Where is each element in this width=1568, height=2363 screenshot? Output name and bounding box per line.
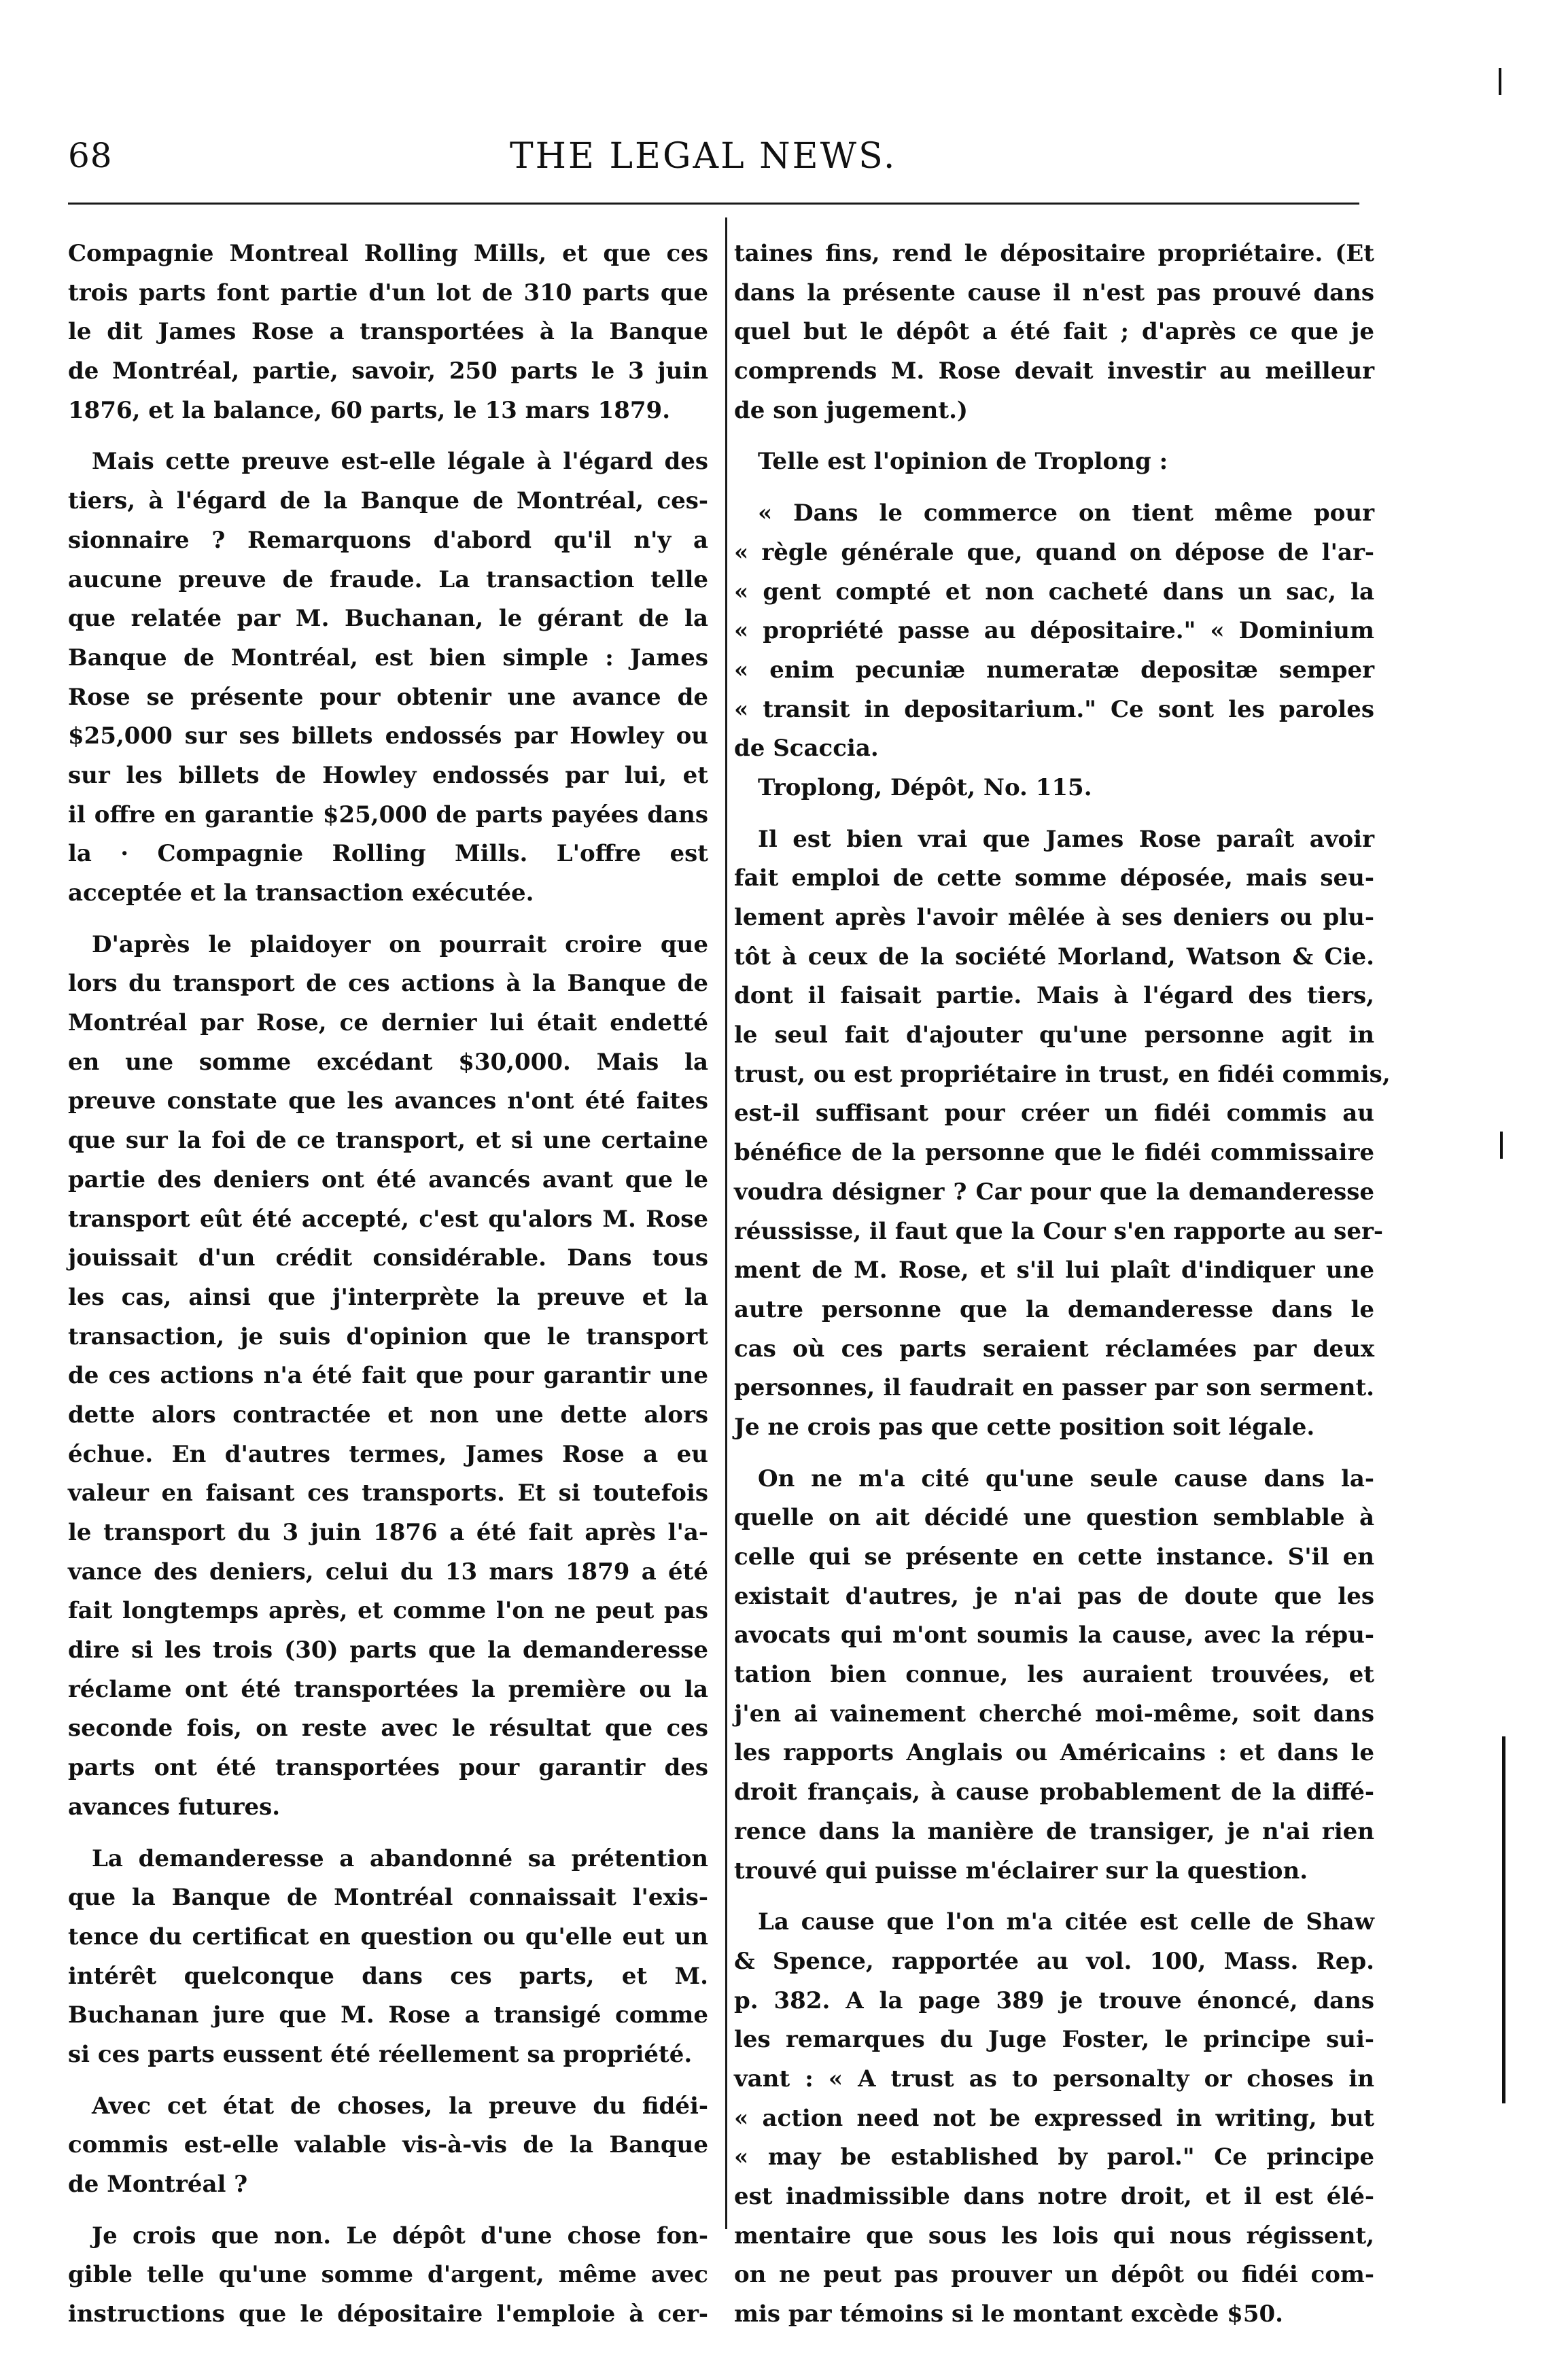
text-line: partie des deniers ont été avancés avant que le [68, 1166, 708, 1193]
text-line: lors du transport de ces actions à la Banque de [68, 970, 708, 998]
text-line: ment de M. Rose, et s'il lui plaît d'indiquer une [734, 1257, 1374, 1284]
text-line: sionnaire ? Remarquons d'abord qu'il n'y a [68, 526, 708, 554]
text-line: tôt à ceux de la société Morland, Watson & Cie. [734, 943, 1374, 970]
text-line: « Dans le commerce on tient même pour [758, 500, 1374, 527]
text-line: vance des deniers, celui du 13 mars 1879 a été [68, 1558, 708, 1586]
text-line: j'en ai vainement cherché moi-même, soit dans [734, 1700, 1374, 1728]
text-line: La demanderesse a abandonné sa prétention [92, 1844, 708, 1872]
text-line: 1876, et la balance, 60 parts, le 13 mars 1879. [68, 396, 671, 424]
text-line: acceptée et la transaction exécutée. [68, 879, 534, 907]
text-line: dire si les trois (30) parts que la demanderesse [68, 1636, 708, 1664]
text-line: D'après le plaidoyer on pourrait croire que [92, 930, 708, 958]
text-line: Compagnie Montreal Rolling Mills, et que ces [68, 240, 708, 267]
text-line: en une somme excédant $30,000. Mais la [68, 1048, 708, 1076]
text-line: trois parts font partie d'un lot de 310 parts que [68, 279, 708, 307]
text-line: fait emploi de cette somme déposée, mais seu- [734, 864, 1374, 892]
text-line: les remarques du Juge Foster, le principe sui- [734, 2026, 1374, 2054]
text-line: intérêt quelconque dans ces parts, et M. [68, 1962, 708, 1990]
text-line: le dit James Rose a transportées à la Banque [68, 318, 708, 346]
text-line: transport eût été accepté, c'est qu'alors M. Rose [68, 1205, 708, 1233]
text-line: Buchanan jure que M. Rose a transigé comme [68, 2001, 708, 2029]
text-line: quelle on ait décidé une question semblable à [734, 1504, 1374, 1532]
margin-mark [1499, 68, 1501, 95]
paragraph-gap [68, 913, 708, 926]
text-line: Mais cette preuve est-elle légale à l'égard des [92, 448, 708, 476]
text-line: la · Compagnie Rolling Mills. L'offre est [68, 840, 708, 868]
text-line: Montréal par Rose, ce dernier lui était endetté [68, 1009, 708, 1037]
text-line: il offre en garantie $25,000 de parts payées dans [68, 801, 708, 828]
text-line: dette alors contractée et non une dette alors [68, 1401, 708, 1429]
text-line: que la Banque de Montréal connaissait l'exis- [68, 1884, 708, 1912]
text-line: les cas, ainsi que j'interprète la preuve et la [68, 1283, 708, 1311]
text-line: « action need not be expressed in writing, but [734, 2104, 1374, 2132]
text-line: dans la présente cause il n'est pas prouvé dans [734, 279, 1374, 307]
text-line: trouvé qui puisse m'éclairer sur la question. [734, 1857, 1308, 1885]
text-line: le transport du 3 juin 1876 a été fait après l'a- [68, 1519, 708, 1546]
header-rule [68, 203, 1359, 205]
text-line: « may be established by parol." Ce principe [734, 2143, 1374, 2171]
text-line: gible telle qu'une somme d'argent, même avec [68, 2261, 708, 2289]
text-line: celle qui se présente en cette instance. S'il en [734, 1543, 1374, 1571]
text-line: trust, ou est propriétaire in trust, en fidéi commis, [734, 1060, 1391, 1088]
text-line: de ces actions n'a été fait que pour garantir une [68, 1362, 708, 1390]
text-line: réussisse, il faut que la Cour s'en rapporte au ser- [734, 1217, 1383, 1245]
text-line: aucune preuve de fraude. La transaction telle [68, 565, 708, 593]
text-line: bénéfice de la personne que le fidéi commissaire [734, 1139, 1374, 1167]
text-line: « règle générale que, quand on dépose de l'ar- [734, 538, 1374, 566]
text-line: droit français, à cause probablement de la diffé- [734, 1779, 1374, 1806]
column-divider [725, 217, 727, 2229]
text-line: avocats qui m'ont soumis la cause, avec la répu- [734, 1622, 1374, 1649]
paragraph-gap [734, 430, 1374, 442]
text-line: preuve constate que les avances n'ont été faites [68, 1087, 708, 1115]
text-line: de Montréal, partie, savoir, 250 parts le 3 juin [68, 357, 708, 385]
text-line: comprends M. Rose devait investir au meilleur [734, 357, 1374, 385]
text-line: si ces parts eussent été réellement sa propriété. [68, 2040, 693, 2068]
text-line: Avec cet état de choses, la preuve du fidéi- [92, 2092, 708, 2120]
text-line: le seul fait d'ajouter qu'une personne agit in [734, 1021, 1374, 1049]
text-line: parts ont été transportées pour garantir des [68, 1754, 708, 1782]
text-line: mentaire que sous les lois qui nous régissent, [734, 2222, 1374, 2250]
text-line: transaction, je suis d'opinion que le transport [68, 1323, 708, 1350]
text-line: Il est bien vrai que James Rose paraît avoir [758, 825, 1374, 853]
page-number: 68 [68, 136, 113, 175]
text-line: les rapports Anglais ou Américains : et dans le [734, 1739, 1374, 1767]
text-line: existait d'autres, je n'ai pas de doute que les [734, 1582, 1374, 1610]
paragraph-gap [734, 808, 1374, 820]
text-line: jouissait d'un crédit considérable. Dans tous [68, 1244, 708, 1272]
margin-mark [1500, 1132, 1503, 1159]
text-line: que sur la foi de ce transport, et si une certaine [68, 1127, 708, 1155]
text-line: valeur en faisant ces transports. Et si toutefois [68, 1480, 708, 1507]
text-line: autre personne que la demanderesse dans le [734, 1295, 1374, 1323]
text-line: $25,000 sur ses billets endossés par Howley ou [68, 722, 708, 750]
text-line: Rose se présente pour obtenir une avance de [68, 683, 708, 711]
text-line: Telle est l'opinion de Troplong : [758, 448, 1168, 476]
text-line: échue. En d'autres termes, James Rose a eu [68, 1440, 708, 1468]
text-line: p. 382. A la page 389 je trouve énoncé, dans [734, 1986, 1374, 2014]
text-line: taines fins, rend le dépositaire propriétaire. (Et [734, 240, 1374, 267]
text-line: Je ne crois pas que cette position soit légale. [734, 1413, 1315, 1441]
text-line: avances futures. [68, 1793, 281, 1821]
right-column [734, 234, 1391, 2334]
text-line: tence du certificat en question ou qu'elle eut un [68, 1923, 708, 1950]
text-line: que relatée par M. Buchanan, le gérant de la [68, 605, 708, 633]
text-line: La cause que l'on m'a citée est celle de Shaw [758, 1908, 1374, 1936]
text-line: on ne peut pas prouver un dépôt ou fidéi com- [734, 2261, 1374, 2289]
paragraph-gap [734, 1448, 1374, 1460]
text-line: « gent compté et non cacheté dans un sac, la [734, 578, 1374, 606]
text-line: est-il suffisant pour créer un fidéi commis au [734, 1100, 1374, 1127]
text-line: On ne m'a cité qu'une seule cause dans la- [758, 1465, 1374, 1492]
text-line: dont il faisait partie. Mais à l'égard des tiers, [734, 982, 1374, 1010]
text-line: mis par témoins si le montant excède $50. [734, 2300, 1283, 2328]
text-line: & Spence, rapportée au vol. 100, Mass. Rep. [734, 1947, 1374, 1975]
text-line: personnes, il faudrait en passer par son serment. [734, 1374, 1374, 1402]
text-line: « enim pecuniæ numeratæ depositæ semper [734, 656, 1374, 684]
text-line: de Montréal ? [68, 2171, 248, 2198]
text-line: tation bien connue, les auraient trouvées, et [734, 1661, 1374, 1689]
text-line: Troplong, Dépôt, No. 115. [758, 773, 1092, 801]
text-line: rence dans la manière de transiger, je n'ai rien [734, 1817, 1374, 1845]
text-line: fait longtemps après, et comme l'on ne peut pas [68, 1597, 708, 1625]
text-line: instructions que le dépositaire l'emploie à cer- [68, 2300, 708, 2328]
text-line: seconde fois, on reste avec le résultat que ces [68, 1715, 708, 1743]
text-line: quel but le dépôt a été fait ; d'après ce que je [734, 318, 1374, 346]
text-line: commis est-elle valable vis-à-vis de la Banque [68, 2131, 708, 2159]
text-line: vant : « A trust as to personalty or choses in [734, 2065, 1374, 2093]
text-line: de Scaccia. [734, 735, 879, 763]
text-line: « propriété passe au dépositaire." « Dominium [734, 617, 1374, 645]
paragraph-gap [68, 2205, 708, 2217]
margin-mark [1502, 1736, 1505, 2103]
text-line: cas où ces parts seraient réclamées par deux [734, 1335, 1374, 1363]
text-line: voudra désigner ? Car pour que la demanderesse [734, 1178, 1374, 1206]
journal-title: THE LEGAL NEWS. [510, 136, 897, 177]
text-line: de son jugement.) [734, 396, 969, 424]
text-line: réclame ont été transportées la première ou la [68, 1675, 708, 1703]
text-line: est inadmissible dans notre droit, et il est élé- [734, 2183, 1374, 2210]
paragraph-gap [68, 1827, 708, 1840]
paragraph-gap [68, 430, 708, 442]
text-line: Je crois que non. Le dépôt d'une chose fon- [92, 2222, 708, 2250]
page-header [68, 136, 1359, 190]
text-line: tiers, à l'égard de la Banque de Montréal, ces- [68, 487, 708, 515]
paragraph-gap [734, 482, 1374, 494]
text-line: Banque de Montréal, est bien simple : James [68, 644, 708, 671]
left-column [68, 234, 708, 2334]
text-line: « transit in depositarium." Ce sont les paroles [734, 695, 1374, 723]
paragraph-gap [68, 2075, 708, 2087]
text-line: lement après l'avoir mêlée à ses deniers ou plu- [734, 904, 1374, 931]
paragraph-gap [734, 1891, 1374, 1903]
text-line: sur les billets de Howley endossés par lui, et [68, 761, 708, 789]
